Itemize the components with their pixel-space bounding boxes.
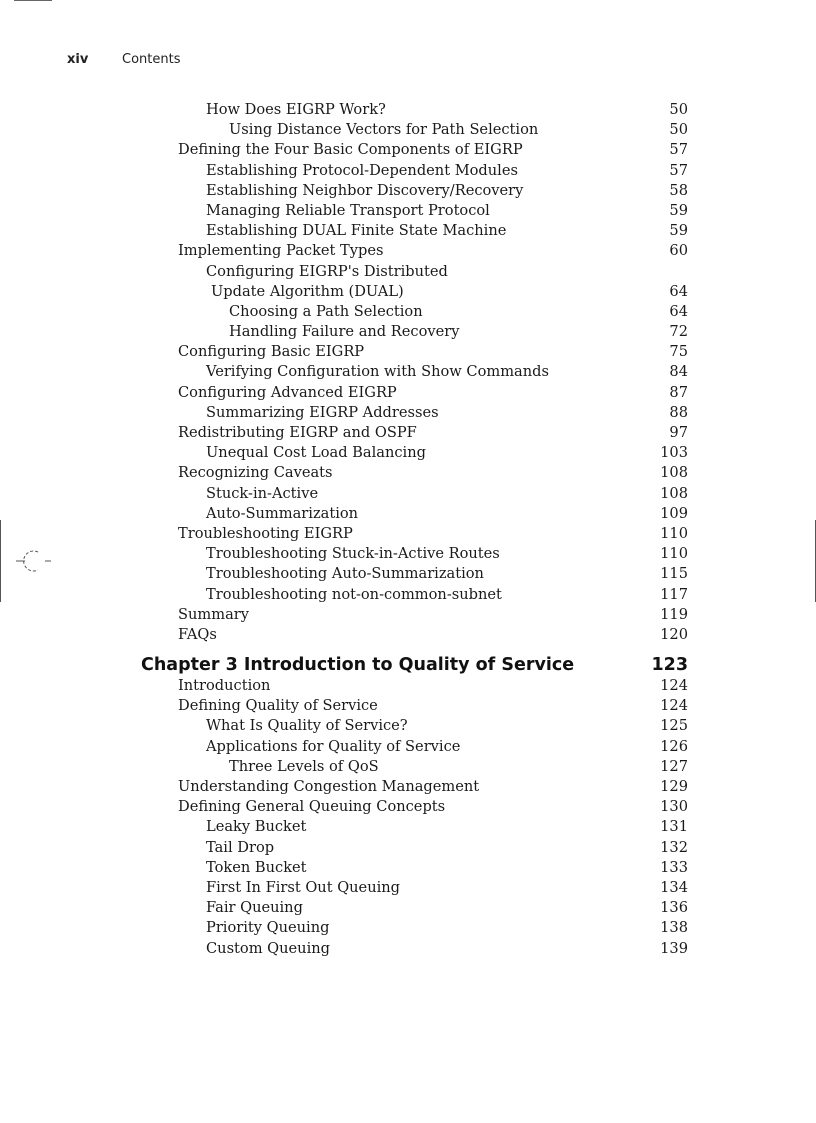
toc-entry-title: Redistributing EIGRP and OSPF: [178, 424, 417, 441]
toc-entry-page: 130: [660, 798, 688, 816]
toc-entry: [178, 696, 688, 716]
toc-entry-page: 108: [660, 464, 688, 482]
toc-entry-title: Auto-Summarization: [206, 504, 359, 522]
toc-entry: [178, 140, 688, 160]
toc-entry-title: Handling Failure and Recovery: [229, 323, 460, 341]
toc-entry-title: Troubleshooting Auto-Summarization: [206, 565, 484, 583]
toc-entry-page: 60: [669, 242, 688, 260]
toc-entry-page: 59: [669, 222, 688, 240]
toc-chapter-heading: [141, 647, 688, 676]
toc-entry-page: 132: [660, 838, 688, 856]
toc-entry: [178, 918, 688, 938]
toc-entry-page: 75: [669, 343, 688, 361]
toc-entry-page: 134: [660, 878, 688, 896]
toc-entry-page: 59: [669, 201, 688, 219]
toc-entry: [178, 161, 688, 181]
toc-entry: [178, 423, 688, 443]
toc-entry: [178, 362, 688, 382]
toc-entry-title: Unequal Cost Load Balancing: [206, 444, 426, 462]
toc-entry-title: Implementing Packet Types: [178, 242, 384, 260]
toc-entry: [178, 858, 688, 878]
toc-entry: [178, 737, 688, 757]
crop-line-left: [0, 520, 1, 602]
toc-entry: [178, 484, 688, 504]
toc-entry: [178, 605, 688, 625]
toc-entry: [178, 757, 688, 777]
toc-entry-title: Three Levels of QoS: [229, 757, 379, 775]
toc-entry-title: Token Bucket: [206, 858, 307, 876]
toc-entry: [178, 181, 688, 201]
toc-entry-title: Custom Queuing: [206, 939, 330, 957]
toc-entry-page: 131: [660, 818, 688, 836]
toc-entry-page: 138: [660, 919, 688, 937]
toc-entry-title: Applications for Quality of Service: [206, 737, 461, 755]
toc-entry: [178, 939, 688, 959]
toc-entry-page: 139: [660, 939, 688, 957]
toc-entry-page: 97: [669, 424, 688, 441]
toc-entry-title: Configuring Advanced EIGRP: [178, 383, 397, 401]
toc-entry-page: 125: [660, 717, 688, 735]
toc-entry-page: 115: [660, 565, 688, 583]
toc-entry: [178, 564, 688, 584]
toc-entry-title: Using Distance Vectors for Path Selection: [229, 121, 539, 139]
toc-entry-page: 119: [660, 605, 688, 623]
toc-entry-title: Troubleshooting not-on-common-subnet: [206, 585, 502, 603]
toc-entry-title: Establishing Protocol-Dependent Modules: [206, 161, 518, 179]
toc-entry: [178, 221, 688, 241]
chapter-title: Chapter 3 Introduction to Quality of Service: [141, 655, 575, 676]
toc-entry-title: Tail Drop: [206, 838, 275, 856]
toc-entry-title: Understanding Congestion Management: [178, 778, 480, 795]
toc-entry-page: 57: [669, 141, 688, 159]
toc-entry-page: 124: [660, 697, 688, 715]
toc-entry: [178, 585, 688, 605]
toc-entry: [178, 302, 688, 322]
toc-entry: [178, 241, 688, 261]
toc-entry-page: 84: [669, 363, 688, 381]
toc-entry-title: Establishing DUAL Finite State Machine: [206, 222, 507, 240]
toc-entry-title: Stuck-in-Active: [206, 484, 319, 502]
toc-entry-page: 58: [669, 181, 688, 199]
toc-entry-page: 103: [660, 444, 688, 462]
running-head: Contents: [122, 52, 181, 67]
toc-entry-page: 110: [660, 524, 688, 542]
toc-entry-title: Choosing a Path Selection: [229, 302, 423, 320]
toc-entry: [178, 100, 688, 120]
toc-entry-title: Leaky Bucket: [206, 818, 307, 836]
toc-entry-page: 133: [660, 858, 688, 876]
toc-entry-title: Summarizing EIGRP Addresses: [206, 403, 439, 421]
toc-entry-title: Defining General Queuing Concepts: [178, 798, 446, 816]
toc-entry-title: Troubleshooting EIGRP: [178, 524, 353, 542]
toc-entry: [178, 878, 688, 898]
toc-entry: [178, 120, 688, 140]
toc-entry: [178, 403, 688, 423]
toc-entry: [178, 383, 688, 403]
toc-entry: [178, 777, 688, 797]
toc-entry-title: Update Algorithm (DUAL): [211, 282, 404, 300]
toc-entry: [178, 817, 688, 837]
toc-entry-page: 64: [669, 282, 688, 300]
toc-entry: [178, 262, 688, 282]
registration-mark-icon: [16, 548, 56, 574]
toc-entry-title: Establishing Neighbor Discovery/Recovery: [206, 181, 524, 199]
toc-entry: [178, 201, 688, 221]
toc-entry-title: First In First Out Queuing: [206, 878, 401, 896]
page-header: [67, 52, 181, 67]
toc-entry: [178, 544, 688, 564]
toc-entry-page: 109: [660, 504, 688, 522]
toc-entry: [178, 838, 688, 858]
chapter-page-number: 123: [651, 655, 688, 676]
toc-entry-title: Recognizing Caveats: [178, 464, 333, 482]
toc-entry: [178, 504, 688, 524]
toc-entry-title: What Is Quality of Service?: [206, 717, 408, 735]
toc-entry-title: How Does EIGRP Work?: [206, 101, 386, 118]
toc-entry: [178, 322, 688, 342]
top-rule: [14, 0, 52, 1]
toc-entry: [178, 797, 688, 817]
toc-entry: [178, 716, 688, 736]
toc-entry: [178, 463, 688, 483]
toc-entry-title: Verifying Configuration with Show Commands: [206, 363, 549, 381]
toc-entry-title: Troubleshooting Stuck-in-Active Routes: [206, 545, 500, 563]
toc-entry-page: 72: [669, 323, 688, 341]
toc-entry-title: Fair Queuing: [206, 899, 303, 917]
toc-entry: [178, 524, 688, 544]
toc-entry-title: Defining the Four Basic Components of EIGRP: [178, 141, 523, 159]
toc-entry-page: 126: [660, 737, 688, 755]
toc-entry-page: 136: [660, 899, 688, 917]
toc-entry-title: Managing Reliable Transport Protocol: [206, 201, 490, 219]
toc-entry: [178, 898, 688, 918]
toc-entry-page: 50: [669, 101, 688, 118]
toc-entry-page: 57: [669, 161, 688, 179]
toc-entry: [178, 625, 688, 645]
toc-entry: [178, 282, 688, 302]
toc-entry-page: 129: [660, 778, 688, 795]
toc-entry-page: 124: [660, 677, 688, 695]
toc-entry-page: 50: [669, 121, 688, 139]
toc-entry-title: Summary: [178, 605, 249, 623]
toc-entry-title: Configuring Basic EIGRP: [178, 343, 365, 361]
toc-entry-page: 108: [660, 484, 688, 502]
toc-entry-page: 64: [669, 302, 688, 320]
toc-entry-title: Priority Queuing: [206, 919, 330, 937]
toc-entry-page: 110: [660, 545, 688, 563]
toc-entry-page: 117: [660, 585, 688, 603]
toc-entry-page: 88: [669, 403, 688, 421]
toc-entry-page: 127: [660, 757, 688, 775]
toc-entry-page: 120: [660, 625, 688, 643]
table-of-contents: [141, 100, 688, 959]
page-number: xiv: [67, 52, 89, 67]
toc-entry: [178, 342, 688, 362]
toc-entry-title: Introduction: [178, 677, 271, 695]
toc-entry-title: FAQs: [178, 625, 217, 643]
toc-entry-title: Defining Quality of Service: [178, 697, 378, 715]
toc-entry-title: Configuring EIGRP's Distributed: [206, 262, 448, 280]
toc-entry-page: 87: [669, 383, 688, 401]
toc-entry: [178, 676, 688, 696]
toc-entry: [178, 443, 688, 463]
